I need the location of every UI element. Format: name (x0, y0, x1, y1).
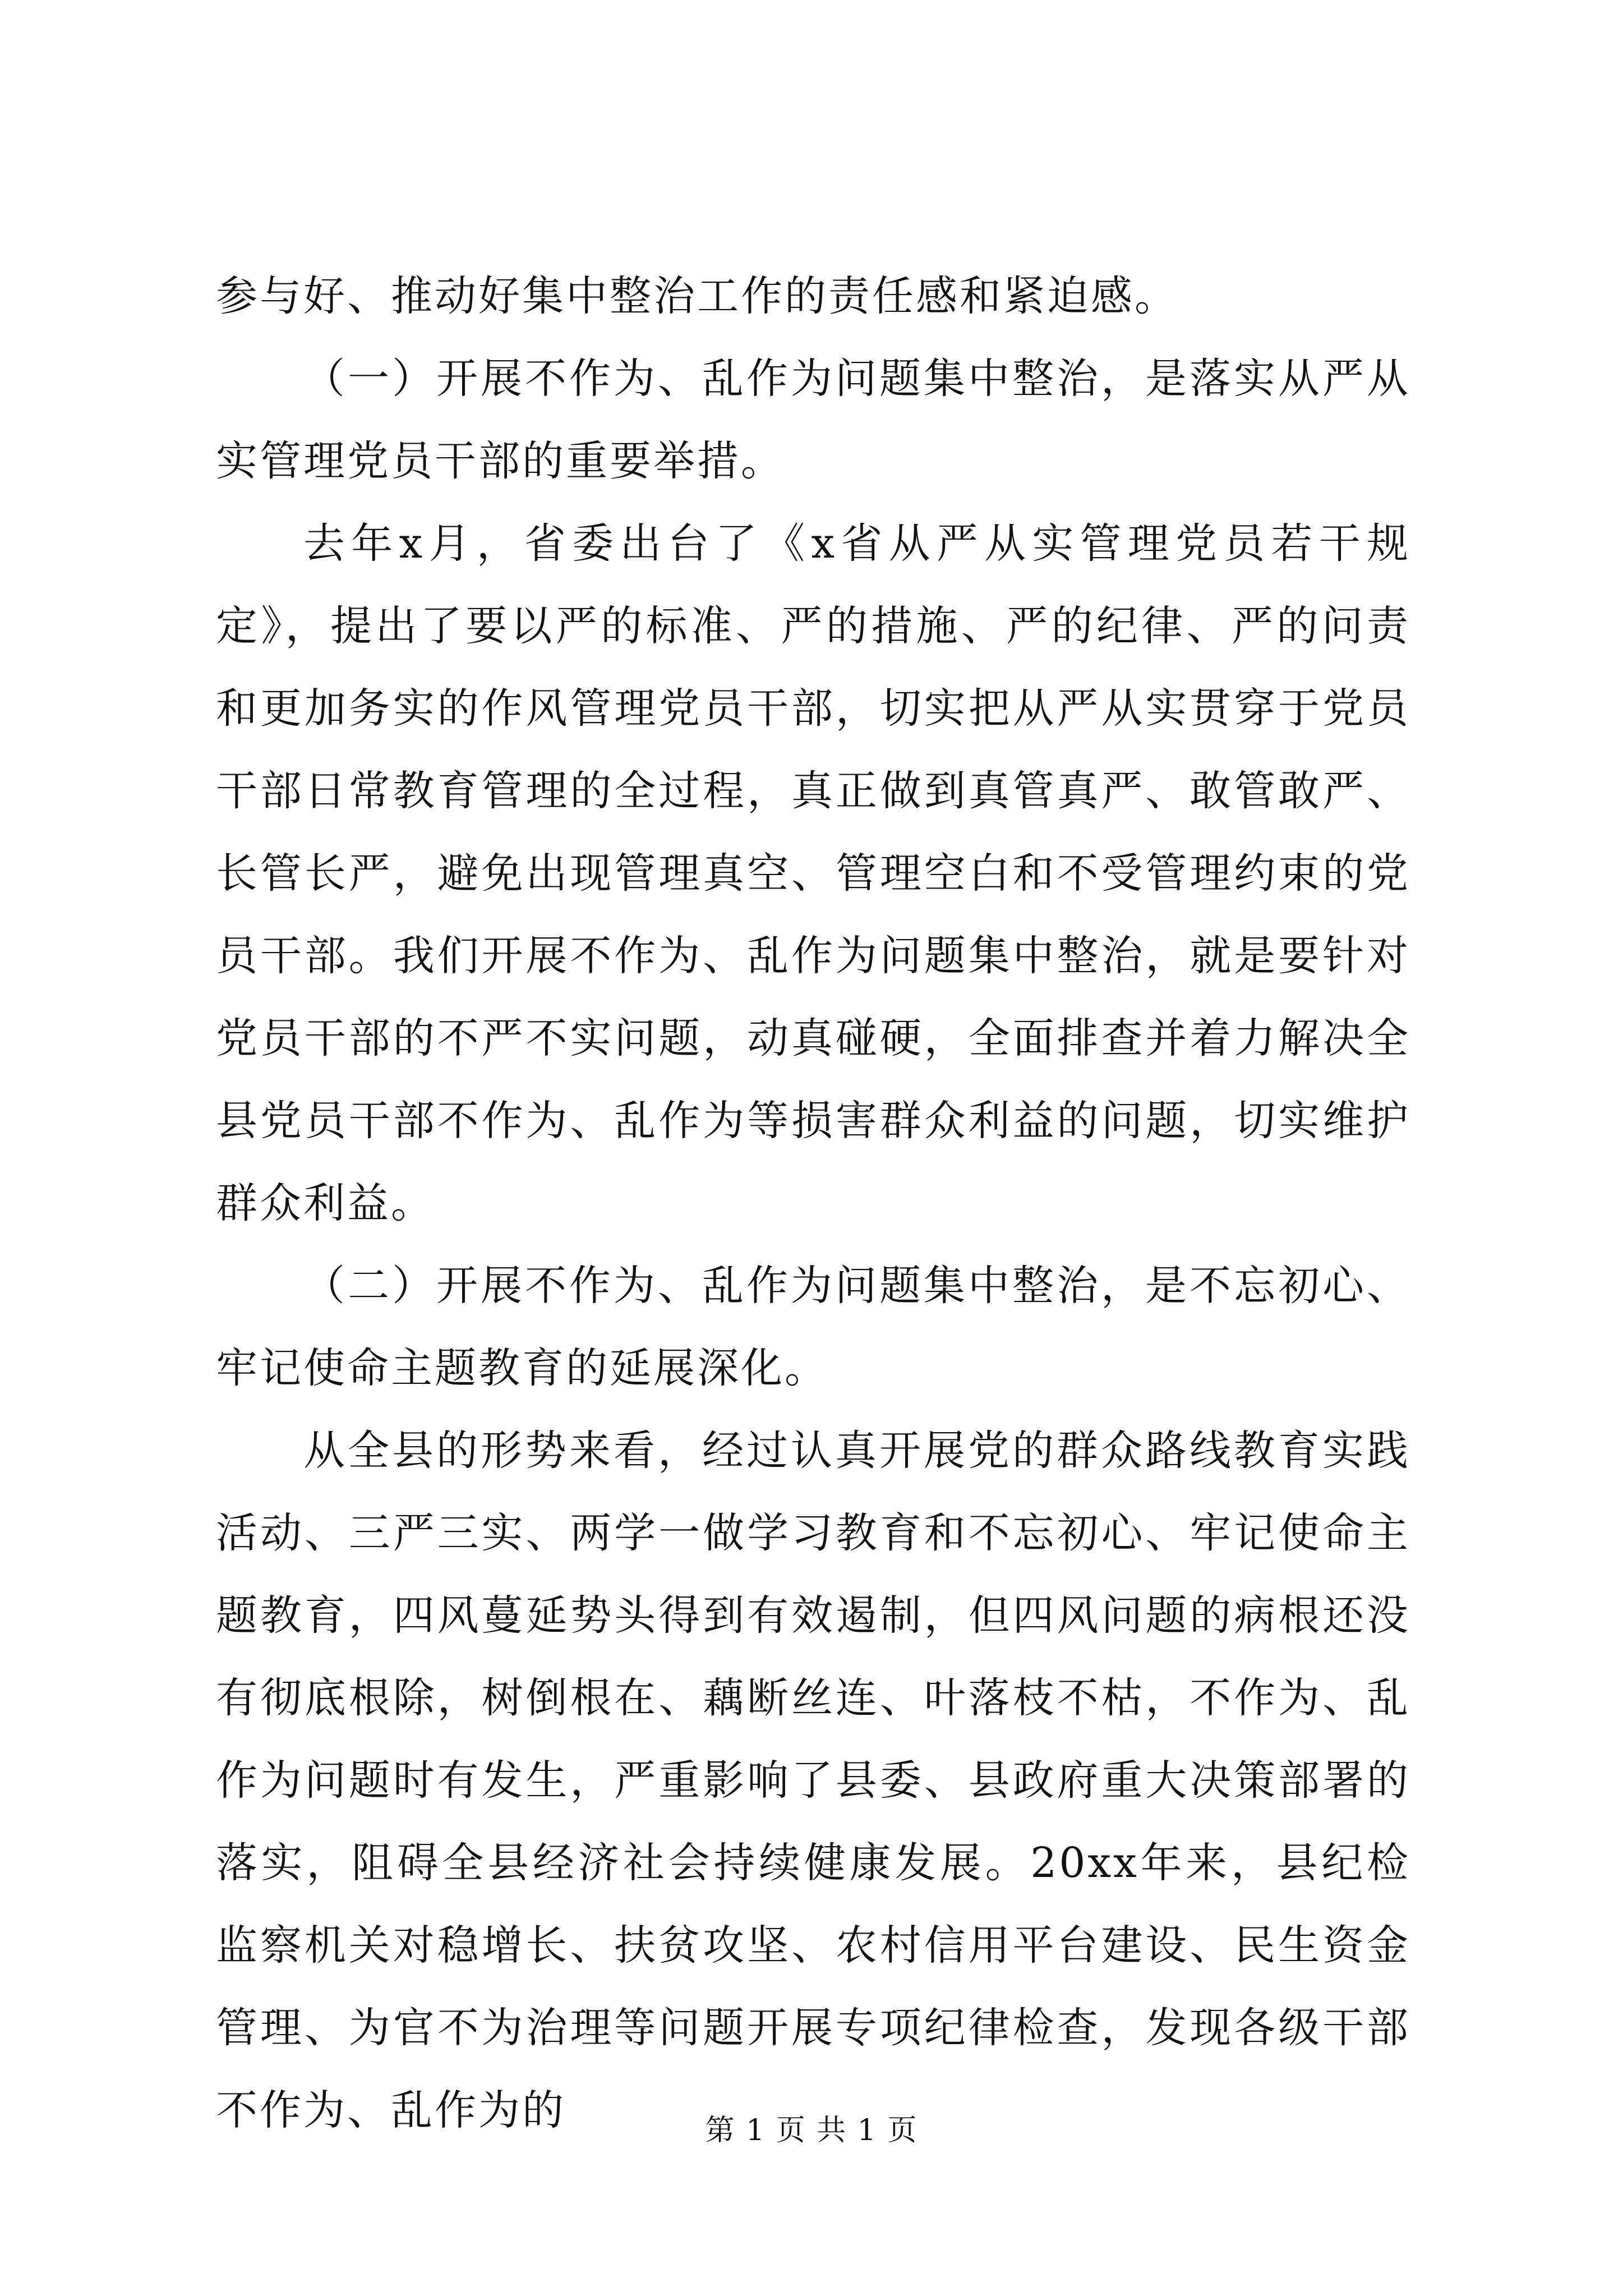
page-number-footer: 第 1 页 共 1 页 (705, 2114, 918, 2147)
paragraph-heading-1: （一）开展不作为、乱作为问题集中整治，是落实从严从实管理党员干部的重要举措。 (216, 355, 1410, 485)
document-body (216, 255, 1410, 2152)
paragraph-2: 去年x月，省委出台了《x省从严从实管理党员若干规定》，提出了要以严的标准、严的措施、严的纪律、严的问责和更加务实的作风管理党员干部，切实把从严从实贯穿于党员干部日常教育管理的全过程，真正做到真管真严、敢管敢严、长管长严，避免出现管理真空、管理空白和不受管理约束的党员干部。我们开展不作为、乱作为问题集中整治，就是要针对党员干部的不严不实问题，动真碰硬，全面排查并着力解决全县党员干部不作为、乱作为等损害群众利益的问题，切实维护群众利益。 (216, 519, 1410, 1227)
paragraph-1: 参与好、推动好集中整治工作的责任感和紧迫感。 (216, 272, 1178, 320)
paragraph-heading-2: （二）开展不作为、乱作为问题集中整治，是不忘初心、牢记使命主题教育的延展深化。 (216, 1262, 1410, 1392)
paragraph-3: 从全县的形势来看，经过认真开展党的群众路线教育实践活动、三严三实、两学一做学习教育和不忘初心、牢记使命主题教育，四风蔓延势头得到有效遏制，但四风问题的病根还没有彻底根除，树倒根在、藕断丝连、叶落枝不枯，不作为、乱作为问题时有发生，严重影响了县委、县政府重大决策部署的落实，阻碍全县经济社会持续健康发展。20xx年来，县纪检监察机关对稳增长、扶贫攻坚、农村信用平台建设、民生资金管理、为官不为治理等问题开展专项纪律检查，发现各级干部不作为、乱作为的 (216, 1427, 1410, 2134)
